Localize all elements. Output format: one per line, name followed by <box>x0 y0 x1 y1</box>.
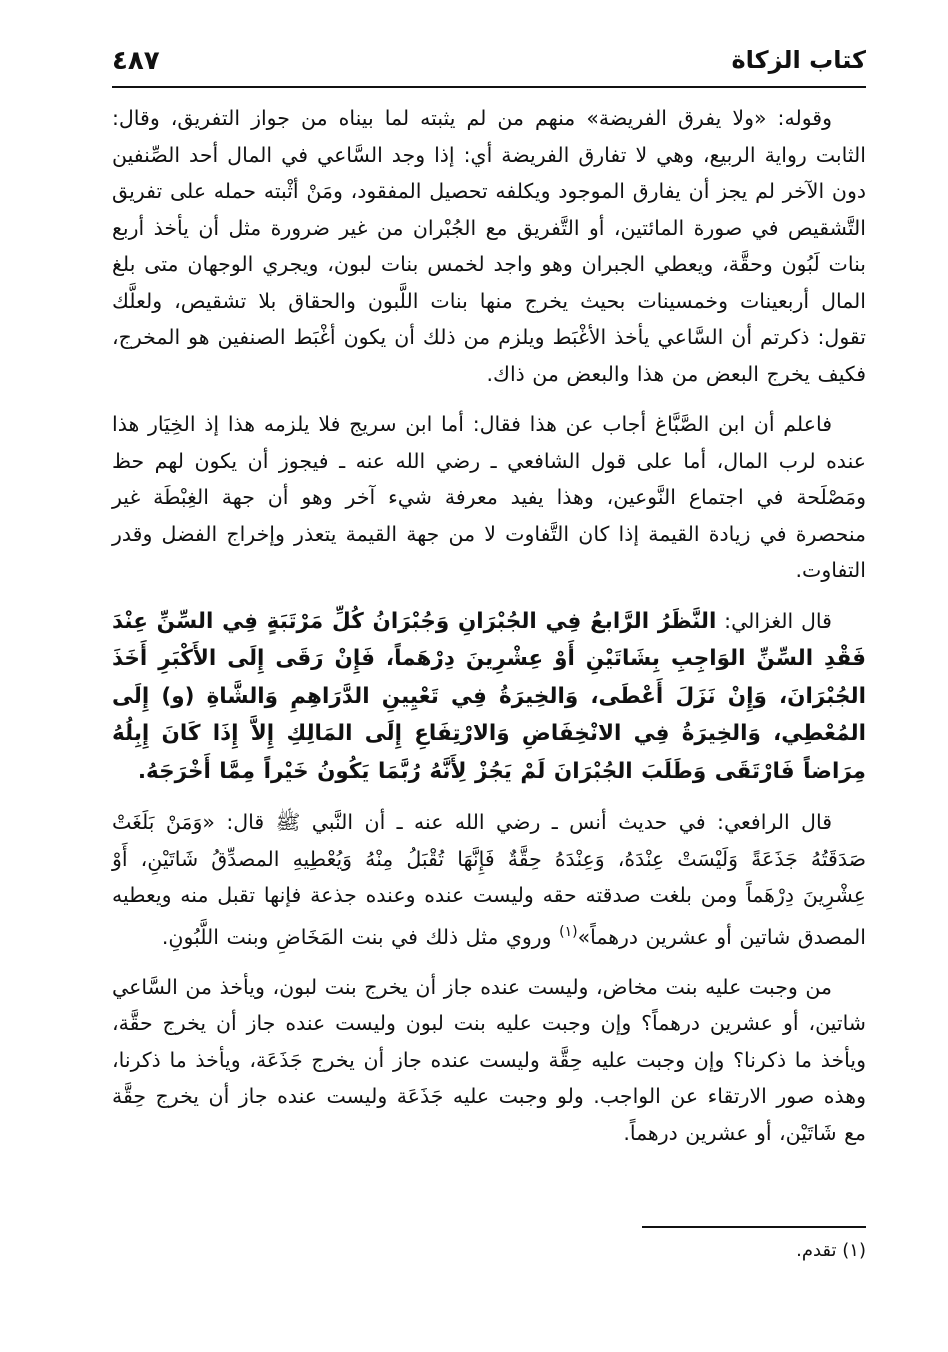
paragraph-5: من وجبت عليه بنت مخاض، وليست عنده جاز أن يخرج بنت لبون، ويأخذ من السَّاعي شاتين، أو عشرين درهماً؟ وإن وجبت عليه بنت لبون وليست عنده جاز أن يخرج حقَّة، ويأخذ ما ذكرنا؟ وإن وجبت عليه حِقَّة وليست عنده جاز أن يخرج جَذَعَة، ويأخذ ما ذكرنا، وهذه صور الارتقاء عن الواجب. ولو وجبت عليه جَذَعَة وليست عنده جاز أن يخرج حِقَّة مع شَاتَيْن، أو عشرين درهماً. <box>112 974 866 1145</box>
book-title: كتاب الزكاة <box>731 46 866 74</box>
paragraph-4 <box>112 804 866 955</box>
main-text <box>112 100 866 1165</box>
header-rule <box>112 86 866 88</box>
footnote-marker: (١) <box>559 923 578 940</box>
page-number: ٤٨٧ <box>112 46 160 76</box>
speaker-ghazali: قال الغزالي: <box>716 608 832 633</box>
footnote-rule <box>642 1226 866 1228</box>
footnote: (١) تقدم. <box>796 1240 866 1261</box>
ghazali-text: النَّظَرُ الرَّابعُ فِي الجُبْرَانِ وَجُبْرَانُ كُلِّ مَرْتَبَةٍ فِي السِّنِّ عِنْدَ فَقْدِ السِّنِّ الوَاجِبِ بِشَاتَيْنِ أَوْ عِشْرِينَ دِرْهَماً، فَإِنْ رَقَى إِلَى الأَكْبَرِ أَخَذَ الجُبْرَانَ، وَإِنْ نَزَلَ أَعْطَى، وَالخِيرَةُ فِي تَعْيِينِ الدَّرَاهِمِ وَالشَّاةِ (و) إِلَى المُعْطِي، وَالخِيرَةُ فِي الانْخِفَاضِ وَالارْتِفَاعِ إِلَى المَالِكِ إِلاَّ إِذَا كَانَ إِبِلُهُ مِرَاضاً فَارْتَقَى وَطَلَبَ الجُبْرَانَ لَمْ يَجُزْ لِأَنَّهُ رُبَّمَا يَكُونُ خَيْراً مِمَّا أَخْرَجَهُ. <box>112 608 866 784</box>
paragraph-2: فاعلم أن ابن الصَّبَّاغ أجاب عن هذا فقال: أما ابن سريج فلا يلزمه هذا إذ الخِيَار هذا عنده لرب المال، أما على قول الشافعي ـ رضي الله عنه ـ فيجوز أن يكون لهم حظ ومَصْلَحة في اجتماع النَّوعين، وهذا يفيد معرفة شيء آخر وهو أن جهة الغِبْطَة غير منحصرة في زيادة القيمة إذا كان التَّفاوت لا من جهة القيمة يتعذر وإخراج الفضل وقدر التفاوت. <box>112 412 866 582</box>
paragraph-1: وقوله: «ولا يفرق الفريضة» منهم من لم يثبته لما بيناه من جواز التفريق، وقال: الثابت رواية الربيع، وهي لا تفارق الفريضة أي: إذا وجد السَّاعي في المال أحد الصِّنفين دون الآخر لم يجز أن يفارق الموجود ويكلفه تحصيل المفقود، ومَنْ أثْبته حمله على تفريق التَّشقيص في صورة المائتين، أو التَّفريق مع الجُبْران من غير ضرورة مثل أن يأخذ أربع بنات لَبُون وحقَّة، ويعطي الجبران وهو واجد لخمس بنات لبون، ويجري الوجهان متى بلغ المال أربعينات وخمسينات بحيث يخرج منها بنات اللَّبون والحقاق بلا تشقيص، ولعلَّك تقول: ذكرتم أن السَّاعي يأخذ الأغْبَط ويلزم من ذلك أن يكون أغْبَط الصنفين هو المخرج، فكيف يخرج البعض من هذا والبعض من ذاك. <box>112 106 866 386</box>
paragraph-3 <box>112 603 866 791</box>
rafii-continuation: وروي مثل ذلك في بنت المَخَاضِ وبنت اللَّبُونِ. <box>161 924 560 949</box>
rafii-hadith-text: قال الرافعي: في حديث أنس ـ رضي الله عنه ـ أن النَّبي ﷺ قال: «وَمَنْ بَلَغَتْ صَدَقَتُهُ جَذَعَةً وَلَيْسَتْ عِنْدَهُ، وَعِنْدَهُ حِقَّةٌ فَإِنَّهَا تُقْبَلُ مِنْهُ وَيُعْطِيهِ المصدِّقُ شَاتَيْنِ، أَوْ عِشْرِينَ دِرْهَماً ومن بلغت صدقته حقه وليست عنده وعنده جذعة فإنها تقبل منه ويعطيه المصدق شاتين أو عشرين درهماً» <box>112 810 866 949</box>
page-header <box>112 40 866 84</box>
